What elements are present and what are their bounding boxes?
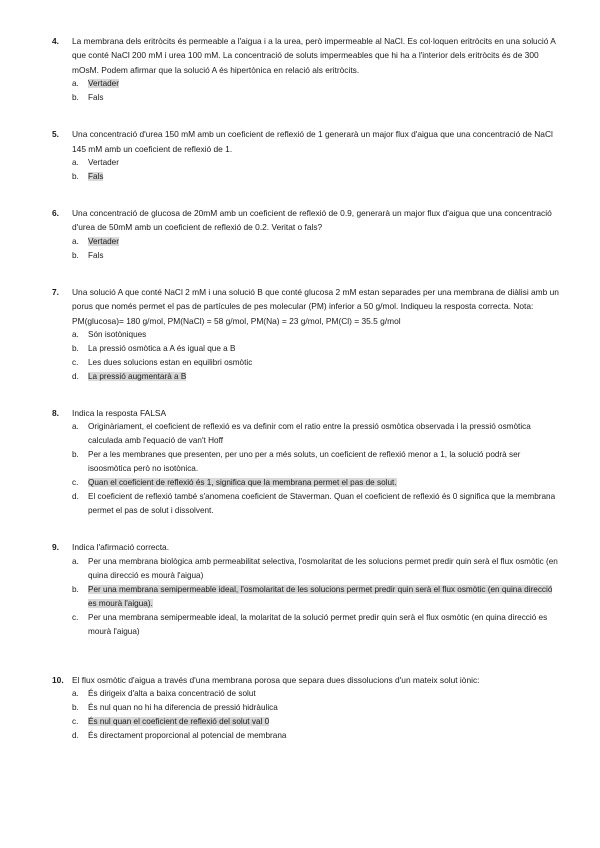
- option-letter: a.: [72, 556, 79, 566]
- question-number: 5.: [52, 129, 59, 140]
- question-10: [52, 673, 560, 687]
- option-text: Fals: [88, 93, 104, 103]
- option-text: Per a les membranes que presenten, per uno per a més soluts, un coeficient de reflexió menor a 1, la solució podrà ser isoosmòtica però no isotònica.: [88, 450, 521, 474]
- answer-options: [52, 77, 560, 105]
- selected-answer-text: Vertader: [88, 79, 119, 89]
- question-text: Una concentració de glucosa de 20mM amb un coeficient de reflexió de 0.9, generarà un major flux d'aigua que una concentració d'urea de 50mM amb un coeficient de reflexió de 0.2. Veritat o fals?: [72, 208, 552, 233]
- spacer: [52, 518, 560, 540]
- question-8: [52, 406, 560, 420]
- question-7: [52, 285, 560, 328]
- selected-answer-text: Vertader: [88, 236, 119, 246]
- option-text: És nul quan no hi ha diferencia de pressió hidràulica: [88, 703, 278, 713]
- answer-option[interactable]: [52, 611, 560, 639]
- option-text: El coeficient de reflexió també s'anomena coeficient de Staverman. Quan el coeficient de reflexió és 0 significa que la membrana permet el pas de solut i dissolvent.: [88, 492, 556, 516]
- question-number: 4.: [52, 36, 59, 46]
- selected-answer-text: Fals: [88, 172, 104, 182]
- answer-option[interactable]: [52, 249, 560, 263]
- option-letter: a.: [72, 79, 79, 89]
- question-6: [52, 206, 560, 235]
- option-letter: a.: [72, 689, 79, 699]
- answer-option[interactable]: [52, 687, 560, 701]
- selected-answer-text: És nul quan el coeficient de reflexió del solut val 0: [88, 717, 270, 727]
- option-text: És directament proporcional al potencial de membrana: [88, 731, 287, 741]
- option-letter: b.: [72, 450, 79, 460]
- answer-options: [52, 328, 560, 384]
- option-text: Les dues solucions estan en equilibri osmòtic: [88, 358, 253, 368]
- answer-option[interactable]: [52, 370, 560, 384]
- answer-options: [52, 235, 560, 263]
- option-text: Són isotòniques: [88, 330, 147, 340]
- answer-option[interactable]: [52, 490, 560, 518]
- option-text: Per una membrana semipermeable ideal, la molaritat de la solució permet predir quin serà el flux osmòtic (en quina direcció es mourà l'aigua): [88, 612, 548, 636]
- answer-option[interactable]: [52, 476, 560, 490]
- answer-option[interactable]: [52, 170, 560, 184]
- answer-options: [52, 420, 560, 518]
- question-number: 10.: [52, 674, 64, 685]
- spacer: [52, 105, 560, 127]
- option-text: Originàriament, el coeficient de reflexió es va definir com el ratio entre la pressió osmòtica observada i la pressió osmòtica calculada amb l'equació de van't Hoff: [88, 422, 531, 446]
- question-number: 9.: [52, 542, 59, 553]
- question-number: 8.: [52, 408, 59, 419]
- option-letter: b.: [72, 344, 79, 354]
- question-text: El flux osmòtic d'aigua a través d'una membrana porosa que separa dues dissolucions d'un mateix solut iònic:: [72, 674, 480, 685]
- question-text: Indica l'afirmació correcta.: [72, 542, 170, 553]
- option-letter: c.: [72, 478, 79, 488]
- option-letter: b.: [72, 250, 79, 260]
- question-text: La membrana dels eritròcits és permeable a l'aigua i a la urea, però impermeable al NaCl. Es col·loquen eritròcits en una solució A que conté NaCl 200 mM i urea 100 mM. La concentració de soluts impermeables que hi ha a l'interior dels eritròcits és de 300 mOsM. Podem afirmar que la solució A és hipertònica en relació als eritròcits.: [72, 36, 556, 75]
- answer-option[interactable]: [52, 156, 560, 170]
- option-letter: b.: [72, 584, 79, 594]
- answer-option[interactable]: [52, 91, 560, 105]
- answer-option[interactable]: [52, 356, 560, 370]
- answer-options: [52, 156, 560, 184]
- option-letter: a.: [72, 158, 79, 168]
- option-text: És dirigeix d'alta a baixa concentració de solut: [88, 689, 256, 699]
- option-letter: c.: [72, 358, 79, 368]
- option-text: Per una membrana biològica amb permeabilitat selectiva, l'osmolaritat de les solucions permet predir quin serà el flux osmòtic (en quina direcció es mourà l'aigua): [88, 556, 558, 580]
- spacer: [52, 639, 560, 673]
- option-text: La pressió osmòtica a A és igual que a B: [88, 344, 236, 354]
- question-text: Una concentració d'urea 150 mM amb un coeficient de reflexió de 1 generarà un major flux d'aigua que una concentració de NaCl 145 mM amb un coeficient de reflexió de 1.: [72, 129, 553, 154]
- answer-option[interactable]: [52, 235, 560, 249]
- answer-option[interactable]: [52, 583, 560, 611]
- question-4: [52, 34, 560, 77]
- question-text: Una solució A que conté NaCl 2 mM i una solució B que conté glucosa 2 mM estan separades per una membrana de diàlisi amb un porus que només permet el pas de partícules de pes molecular (PM) inferior a 50 g/mol. Indiqueu la resposta correcta. Nota: PM(glucosa)= 180 g/mol, PM(NaCl) = 58 g/mol, PM(Na) = 23 g/mol, PM(Cl) = 35.5 g/mol: [72, 286, 559, 326]
- question-number: 6.: [52, 208, 59, 219]
- question-9: [52, 540, 560, 554]
- answer-option[interactable]: [52, 715, 560, 729]
- spacer: [52, 263, 560, 285]
- answer-option[interactable]: [52, 342, 560, 356]
- option-letter: c.: [72, 717, 79, 727]
- answer-option[interactable]: [52, 77, 560, 91]
- answer-option[interactable]: [52, 701, 560, 715]
- option-letter: d.: [72, 372, 79, 382]
- answer-option[interactable]: [52, 448, 560, 476]
- option-letter: c.: [72, 612, 79, 622]
- answer-option[interactable]: [52, 328, 560, 342]
- question-number: 7.: [52, 286, 59, 297]
- answer-option[interactable]: [52, 420, 560, 448]
- option-letter: a.: [72, 422, 79, 432]
- answer-option[interactable]: [52, 555, 560, 583]
- option-letter: d.: [72, 492, 79, 502]
- selected-answer-text: La pressió augmentarà a B: [88, 372, 187, 382]
- option-letter: a.: [72, 236, 79, 246]
- answer-options: [52, 687, 560, 743]
- spacer: [52, 384, 560, 406]
- option-letter: b.: [72, 703, 79, 713]
- selected-answer-text: Quan el coeficient de reflexió és 1, significa que la membrana permet el pas de solut.: [88, 478, 397, 488]
- option-letter: b.: [72, 93, 79, 103]
- option-text: Vertader: [88, 158, 119, 168]
- answer-options: [52, 555, 560, 639]
- option-letter: b.: [72, 172, 79, 182]
- answer-option[interactable]: [52, 729, 560, 743]
- option-letter: d.: [72, 731, 79, 741]
- selected-answer-text: Per una membrana semipermeable ideal, l'osmolaritat de les solucions permet predir quin serà el flux osmòtic (en quina direcció es mourà l'aigua).: [88, 584, 553, 608]
- spacer: [52, 184, 560, 206]
- question-text: Indica la resposta FALSA: [72, 408, 167, 419]
- question-5: [52, 127, 560, 156]
- option-letter: a.: [72, 330, 79, 340]
- option-text: Fals: [88, 250, 104, 260]
